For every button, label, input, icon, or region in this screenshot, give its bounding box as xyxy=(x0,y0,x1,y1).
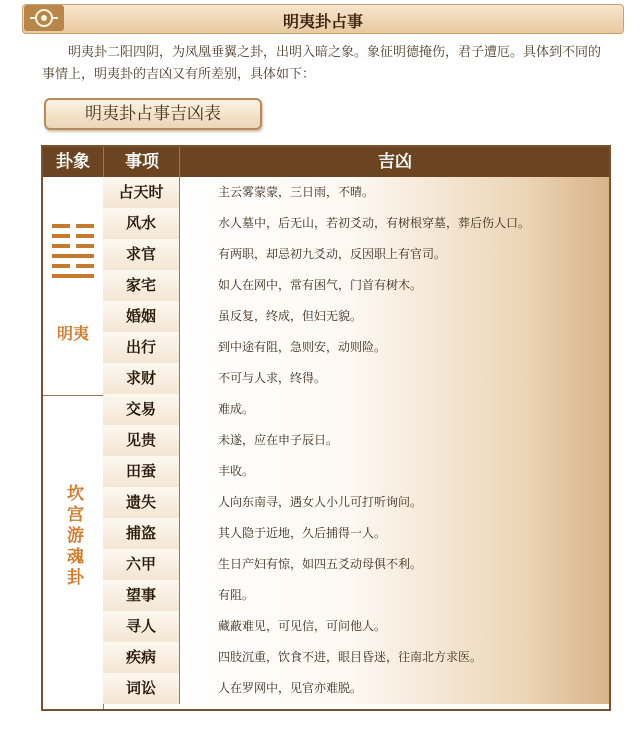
row-item: 田蚕 xyxy=(103,456,180,487)
row-item: 捕盗 xyxy=(103,518,180,549)
row-item: 求官 xyxy=(103,239,180,270)
table-row xyxy=(103,456,609,488)
row-item: 见贵 xyxy=(103,425,180,456)
row-item: 六甲 xyxy=(103,549,180,580)
row-fortune: 到中途有阻，急则安，动则险。 xyxy=(180,332,609,363)
row-fortune: 丰收。 xyxy=(180,456,609,487)
row-item: 求财 xyxy=(103,363,180,394)
row-fortune: 不可与人求，终得。 xyxy=(180,363,609,394)
table-row xyxy=(103,549,609,581)
row-item: 家宅 xyxy=(103,270,180,301)
palace-name: 坎宫游魂卦 xyxy=(63,484,83,589)
row-fortune: 四肢沉重，饮食不进，眼目昏迷，往南北方求医。 xyxy=(180,642,609,673)
row-fortune: 未遂，应在申子辰日。 xyxy=(180,425,609,456)
table-row xyxy=(103,208,609,240)
row-fortune: 生日产妇有惊，如四五爻动母俱不利。 xyxy=(180,549,609,580)
table-row xyxy=(103,611,609,643)
row-item: 占天时 xyxy=(103,177,180,208)
logo-icon xyxy=(24,5,64,31)
row-fortune: 虽反复，终成，但妇无貌。 xyxy=(180,301,609,332)
row-item: 交易 xyxy=(103,394,180,425)
table-row xyxy=(103,518,609,550)
table-row xyxy=(103,642,609,674)
gua-cell-mingyi xyxy=(43,177,104,396)
table-row xyxy=(103,270,609,302)
row-fortune: 人向东南寻，遇女人小儿可打听询问。 xyxy=(180,487,609,518)
row-item: 疾病 xyxy=(103,642,180,673)
intro-paragraph: 明夷卦二阳四阴，为凤凰垂翼之卦，出明入暗之象。象征明德掩伤，君子遭厄。具体到不同的事情上，明夷卦的吉凶又有所差别，具体如下： xyxy=(42,45,602,82)
table-row xyxy=(103,580,609,612)
row-fortune: 人在罗网中，见官亦难脱。 xyxy=(180,673,609,704)
row-item: 风水 xyxy=(103,208,180,239)
row-item: 望事 xyxy=(103,580,180,611)
table-row xyxy=(103,425,609,457)
hexagram-icon xyxy=(52,224,94,284)
table-row xyxy=(103,301,609,333)
row-item: 遗失 xyxy=(103,487,180,518)
row-fortune: 水人墓中，后无山，若初爻动，有树根穿墓，葬后伤人口。 xyxy=(180,208,609,239)
section-tab: 明夷卦占事吉凶表 xyxy=(44,98,262,130)
row-fortune: 有阻。 xyxy=(180,580,609,611)
table-header xyxy=(43,147,609,177)
page-title: 明夷卦占事 xyxy=(282,12,363,31)
header-item: 事项 xyxy=(103,147,180,177)
header-bar xyxy=(22,4,624,34)
row-fortune: 有两职，却忌初九爻动，反因职上有官司。 xyxy=(180,239,609,270)
fortune-table xyxy=(41,145,611,711)
table-row xyxy=(103,239,609,271)
row-fortune: 藏蔽难见，可见信，可问他人。 xyxy=(180,611,609,642)
row-fortune: 如人在网中，常有困气，门首有树木。 xyxy=(180,270,609,301)
row-fortune: 其人隐于近地，久后捕得一人。 xyxy=(180,518,609,549)
header-fortune: 吉凶 xyxy=(179,147,610,177)
table-row xyxy=(103,363,609,395)
gua-cell-palace xyxy=(43,396,104,709)
table-row xyxy=(103,394,609,426)
row-fortune: 难成。 xyxy=(180,394,609,425)
header-gua: 卦象 xyxy=(56,152,90,172)
table-row xyxy=(103,673,609,704)
table-row xyxy=(103,332,609,364)
table-row xyxy=(103,177,609,209)
row-item: 婚姻 xyxy=(103,301,180,332)
bagua-logo-icon xyxy=(27,8,61,28)
row-fortune: 主云雾蒙蒙，三日雨，不晴。 xyxy=(180,177,609,208)
row-item: 寻人 xyxy=(103,611,180,642)
gua-name: 明夷 xyxy=(56,324,89,343)
row-item: 出行 xyxy=(103,332,180,363)
table-row xyxy=(103,487,609,519)
row-item: 词讼 xyxy=(103,673,180,704)
